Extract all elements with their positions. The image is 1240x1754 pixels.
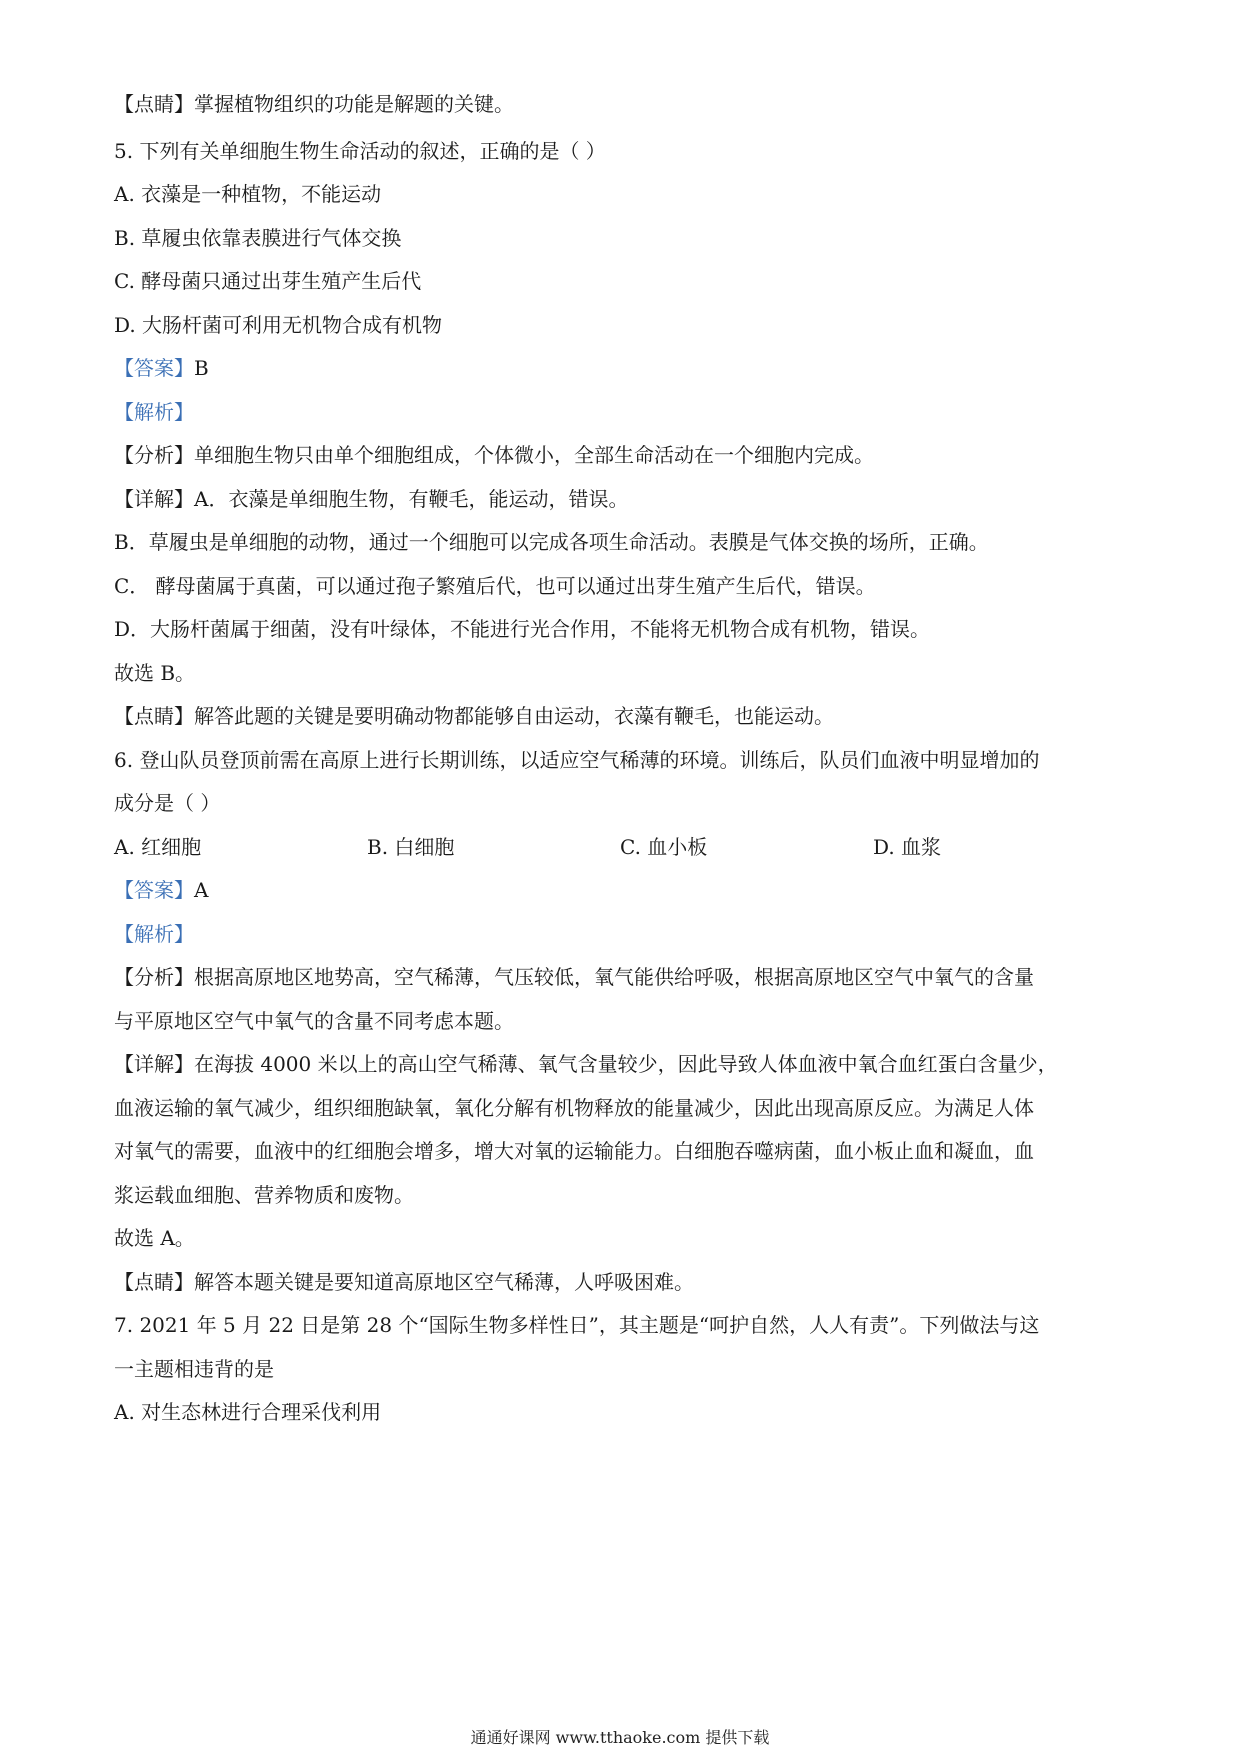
analysis-label: 【解析】 xyxy=(114,400,194,424)
question-6-conclusion: 故选 A。 xyxy=(114,1226,195,1250)
key-point-note: 【点睛】掌握植物组织的功能是解题的关键。 xyxy=(114,92,514,116)
question-5-option-a: A. 衣藻是一种植物，不能运动 xyxy=(114,182,382,206)
question-7-stem: 7. 2021 年 5 月 22 日是第 28 个“国际生物多样性日”，其主题是“呵护自然，人人有责”。下列做法与这 xyxy=(114,1313,1040,1337)
question-5-option-d: D. 大肠杆菌可利用无机物合成有机物 xyxy=(114,313,443,337)
question-6-answer xyxy=(114,876,208,904)
question-5-detail-a: 【详解】A．衣藻是单细胞生物，有鞭毛，能运动，错误。 xyxy=(114,487,629,511)
question-5-stem: 5. 下列有关单细胞生物生命活动的叙述，正确的是（ ） xyxy=(114,139,606,163)
question-5-option-c: C. 酵母菌只通过出芽生殖产生后代 xyxy=(114,269,422,293)
question-5-answer xyxy=(114,354,209,382)
question-5-detail-d: D．大肠杆菌属于细菌，没有叶绿体，不能进行光合作用，不能将无机物合成有机物，错误。 xyxy=(114,617,931,641)
footer-watermark: 通通好课网 www.tthaoke.com 提供下载 xyxy=(470,1728,770,1747)
answer-label: 【答案】 xyxy=(114,356,194,380)
question-6-stem-cont: 成分是（ ） xyxy=(114,791,221,815)
question-7-stem-cont: 一主题相违背的是 xyxy=(114,1357,274,1381)
question-6-detail-1: 【详解】在海拔 4000 米以上的高山空气稀薄、氧气含量较少，因此导致人体血液中氧合血红蛋白含量少， xyxy=(114,1052,1058,1076)
question-6-key-point: 【点睛】解答本题关键是要知道高原地区空气稀薄，人呼吸困难。 xyxy=(114,1270,694,1294)
question-6-analysis: 【分析】根据高原地区地势高，空气稀薄，气压较低，氧气能供给呼吸，根据高原地区空气中氧气的含量 xyxy=(114,965,1034,989)
question-6-option-a: A. 红细胞 xyxy=(114,835,202,859)
question-7-option-a: A. 对生态林进行合理采伐利用 xyxy=(114,1400,382,1424)
question-6-detail-4: 浆运载血细胞、营养物质和废物。 xyxy=(114,1183,414,1207)
question-6-stem: 6. 登山队员登顶前需在高原上进行长期训练，以适应空气稀薄的环境。训练后，队员们血液中明显增加的 xyxy=(114,748,1040,772)
question-6-option-c: C. 血小板 xyxy=(620,835,708,859)
answer-value: B xyxy=(194,356,209,380)
answer-value: A xyxy=(194,878,209,902)
analysis-label: 【解析】 xyxy=(114,922,194,946)
question-6-option-b: B. 白细胞 xyxy=(367,835,455,859)
question-5-analysis: 【分析】单细胞生物只由单个细胞组成，个体微小，全部生命活动在一个细胞内完成。 xyxy=(114,443,874,467)
question-6-detail-2: 血液运输的氧气减少，组织细胞缺氧，氧化分解有机物释放的能量减少，因此出现高原反应。为满足人体 xyxy=(114,1096,1034,1120)
answer-label: 【答案】 xyxy=(114,878,194,902)
question-5-detail-c: C． 酵母菌属于真菌，可以通过孢子繁殖后代，也可以通过出芽生殖产生后代，错误。 xyxy=(114,574,876,598)
question-5-key-point: 【点睛】解答此题的关键是要明确动物都能够自由运动，衣藻有鞭毛，也能运动。 xyxy=(114,704,834,728)
question-6-detail-3: 对氧气的需要，血液中的红细胞会增多，增大对氧的运输能力。白细胞吞噬病菌，血小板止血和凝血，血 xyxy=(114,1139,1034,1163)
question-5-detail-b: B．草履虫是单细胞的动物，通过一个细胞可以完成各项生命活动。表膜是气体交换的场所，正确。 xyxy=(114,530,989,554)
question-5-conclusion: 故选 B。 xyxy=(114,661,196,685)
question-6-analysis-cont: 与平原地区空气中氧气的含量不同考虑本题。 xyxy=(114,1009,514,1033)
question-5-option-b: B. 草履虫依靠表膜进行气体交换 xyxy=(114,226,402,250)
question-6-option-d: D. 血浆 xyxy=(873,835,942,859)
